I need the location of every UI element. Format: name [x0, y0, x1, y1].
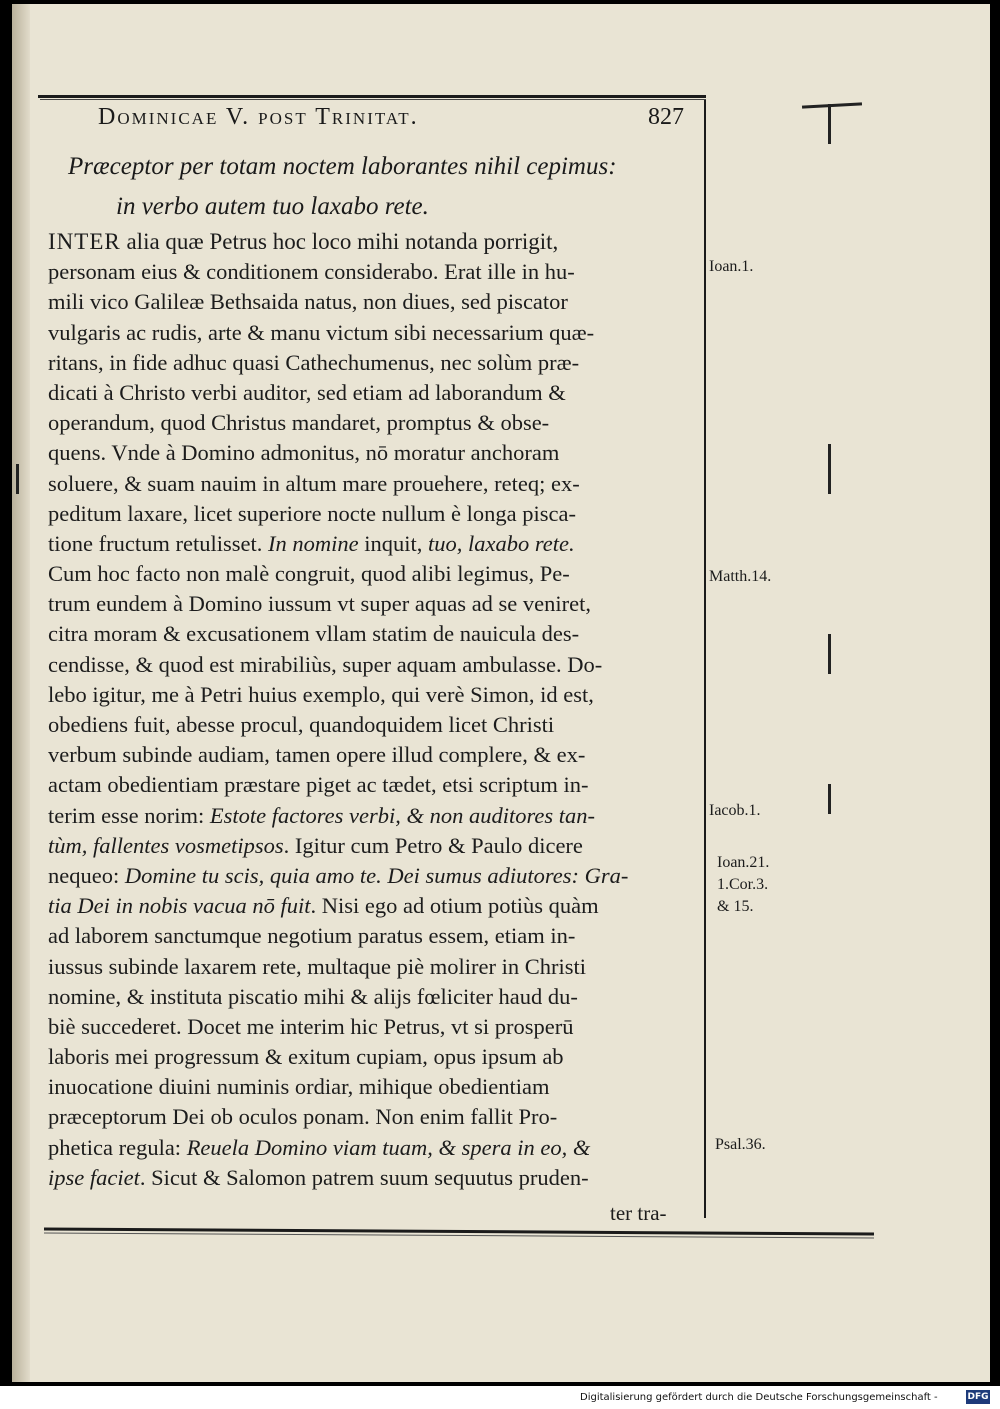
header-rule-thin: [40, 99, 706, 100]
text-segment: iussus subinde laxarem rete, multaque piè molirer in Christi: [48, 953, 587, 979]
italic-segment: tùm, fallentes vosmetipsos: [48, 832, 284, 858]
text-segment: biè succederet. Docet me interim hic Petrus, vt si prosperū: [48, 1013, 574, 1039]
italic-segment: Domine tu scis, quia amo te. Dei sumus adiutores: Gra-: [124, 862, 629, 888]
margin-mark: [828, 444, 831, 494]
text-segment: verbum subinde audiam, tamen opere illud complere, & ex-: [48, 742, 586, 768]
text-segment: obediens fuit, abesse procul, quandoquidem licet Christi: [48, 712, 555, 737]
margin-divider-line: [704, 100, 706, 1218]
text-segment: phetica regula:: [48, 1134, 187, 1160]
text-line: [48, 227, 702, 257]
marginal-note: Ioan.21.: [717, 854, 770, 871]
lemma-line-2: in verbo autem tuo laxabo rete.: [116, 193, 429, 220]
text-line: [48, 1133, 702, 1163]
text-segment: actam obedientiam præstare piget ac tædet, etsi scriptum in-: [48, 772, 589, 798]
text-segment: soluere, & suam nauim in altum mare prouehere, reteq; ex-: [48, 470, 580, 496]
text-segment: . Sicut & Salomon patrem suum sequutus pruden-: [139, 1164, 589, 1190]
text-segment: laboris mei progressum & exitum cupiam, opus ipsum ab: [48, 1044, 564, 1070]
running-title: Dominicae V. post Trinitat.: [98, 104, 419, 130]
running-header: [98, 104, 688, 138]
text-line: [48, 650, 702, 680]
text-segment: ritans, in fide adhuc quasi Cathechumenus, nec solùm præ-: [48, 349, 580, 375]
text-line: [48, 1072, 702, 1102]
text-segment: trum eundem à Domino iussum vt super aquas ad se veniret,: [48, 591, 592, 617]
text-line: [48, 318, 702, 348]
catchword: ter tra-: [610, 1201, 667, 1225]
text-segment: lebo igitur, me à Petri huius exemplo, qui verè Simon, id est,: [48, 681, 594, 707]
book-page: [12, 4, 990, 1382]
text-segment: mili vico Galileæ Bethsaida natus, non diues, sed piscator: [48, 289, 568, 315]
marginal-note: Ioan.1.: [709, 258, 754, 275]
text-line: [48, 982, 702, 1012]
text-segment: inquit,: [358, 530, 428, 556]
text-line: [48, 921, 702, 951]
text-line: [48, 1042, 702, 1072]
header-rule: [38, 95, 706, 98]
italic-segment: tia Dei in nobis vacua nō fuit: [48, 893, 311, 919]
text-line: [48, 559, 702, 589]
text-line: [48, 1163, 702, 1193]
marginal-note: Psal.36.: [715, 1136, 766, 1153]
text-line: [48, 680, 702, 710]
text-line: [48, 257, 702, 287]
text-line: [48, 740, 702, 770]
text-line: [48, 831, 702, 861]
text-segment: inuocatione diuini numinis ordiar, mihique obedientiam: [48, 1074, 550, 1100]
marginal-note: Iacob.1.: [709, 802, 761, 819]
text-line: [48, 801, 702, 831]
text-segment: operandum, quod Christus mandaret, promptus & obse-: [48, 410, 550, 436]
margin-mark: [828, 784, 831, 814]
text-line: [48, 619, 702, 649]
margin-rule-fragment: [802, 102, 862, 108]
text-line: [48, 770, 702, 800]
text-segment: quens. Vnde à Domino admonitus, nō moratur anchoram: [48, 440, 560, 466]
text-segment: personam eius & conditionem considerabo. Erat ille in hu-: [48, 259, 575, 285]
text-segment: . Igitur cum Petro & Paulo dicere: [283, 832, 583, 858]
margin-mark: [16, 464, 19, 494]
text-segment: . Nisi ego ad otium potiùs quàm: [310, 893, 599, 919]
margin-mark: [828, 634, 831, 674]
text-segment: alia quæ Petrus hoc loco mihi notanda porrigit,: [120, 229, 559, 254]
text-line: [48, 408, 702, 438]
text-segment: Cum hoc facto non malè congruit, quod alibi legimus, Pe-: [48, 561, 570, 587]
initial-word: INTER: [48, 229, 121, 254]
text-line: [48, 952, 702, 982]
text-line: [48, 499, 702, 529]
text-segment: dicati à Christo verbi auditor, sed etiam ad laborandum &: [48, 379, 566, 405]
text-line: [48, 287, 702, 317]
text-line: [48, 1102, 702, 1132]
text-line: [48, 891, 702, 921]
dfg-logo: DFG: [967, 1392, 989, 1402]
marginal-note: Matth.14.: [709, 568, 772, 585]
text-line: [48, 1012, 702, 1042]
italic-segment: ipse faciet: [48, 1164, 140, 1190]
page-number: 827: [648, 104, 684, 130]
text-segment: terim esse norim:: [48, 802, 210, 828]
text-line: [48, 438, 702, 468]
text-segment: nomine, & instituta piscatio mihi & alijs fœliciter haud du-: [48, 983, 578, 1009]
margin-mark: [828, 104, 831, 144]
text-line: [48, 710, 702, 740]
italic-segment: Reuela Domino viam tuam, & spera in eo, &: [186, 1134, 591, 1160]
lemma-quote: [68, 147, 698, 227]
italic-segment: tuo, laxabo rete.: [427, 530, 575, 556]
text-line: [48, 529, 702, 559]
text-segment: citra moram & excusationem vllam statim de nauicula des-: [48, 621, 580, 647]
marginal-note: & 15.: [717, 898, 754, 915]
italic-segment: In nomine: [267, 530, 359, 556]
text-segment: cendisse, & quod est mirabiliùs, super aquam ambulasse. Do-: [48, 651, 603, 677]
text-segment: nequeo:: [48, 862, 125, 888]
text-segment: ad laborem sanctumque negotium paratus essem, etiam in-: [48, 923, 576, 949]
text-segment: tione fructum retulisset.: [48, 530, 268, 556]
text-segment: præceptorum Dei ob oculos ponam. Non enim fallit Pro-: [48, 1104, 558, 1130]
text-line: [48, 348, 702, 378]
text-line: [48, 378, 702, 408]
text-line: [48, 469, 702, 499]
body-text: [48, 227, 702, 1193]
marginal-note: 1.Cor.3.: [717, 876, 769, 893]
text-line: [48, 589, 702, 619]
text-segment: peditum laxare, licet superiore nocte nullum è longa pisca-: [48, 500, 576, 526]
italic-segment: Estote factores verbi, & non auditores tan-: [209, 802, 596, 828]
text-segment: vulgaris ac rudis, arte & manu victum sibi necessarium quæ-: [48, 319, 595, 345]
lemma-line-1: Præceptor per totam noctem laborantes nihil cepimus:: [68, 153, 617, 180]
text-line: [48, 861, 702, 891]
digitization-credit: Digitalisierung gefördert durch die Deutsche Forschungsgemeinschaft -: [580, 1392, 938, 1403]
